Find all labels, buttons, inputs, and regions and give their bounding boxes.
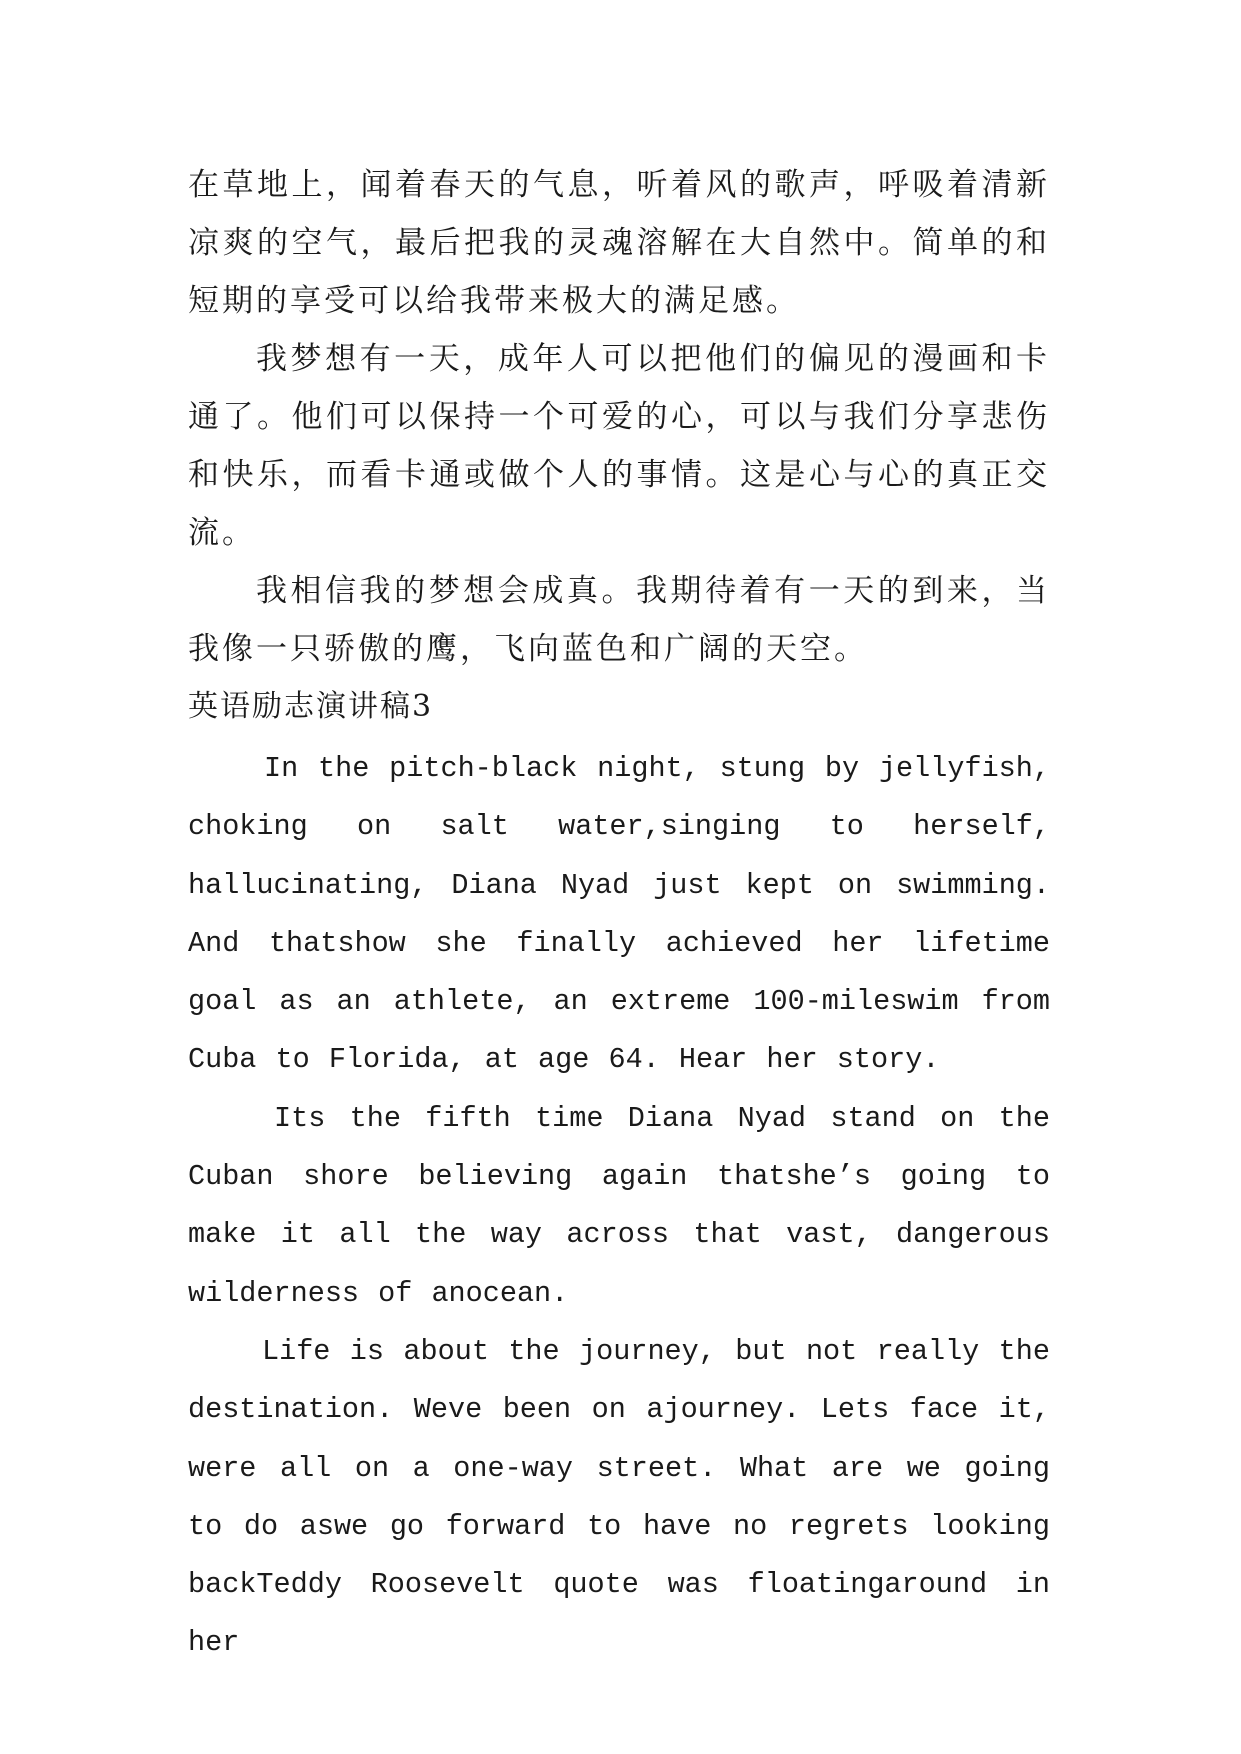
- document-body: [188, 156, 1050, 1673]
- paragraph-dream-come-true: 我相信我的梦想会成真。我期待着有一天的到来，当我像一只骄傲的鹰，飞向蓝色和广阔的天空。: [188, 573, 1050, 667]
- section-heading: 英语励志演讲稿3: [188, 689, 434, 724]
- english-paragraph-night-swim: In the pitch-black night, stung by jellyfish, choking on salt water,singing to herself, hallucinating, Diana Nyad just kept on swimming. And thatshow she finally achieved her lifetime goal as an athlete, an extreme 100-mileswim from Cuba to Florida, at age 64. Hear her story.: [188, 752, 1050, 1077]
- paragraph-dream-adults: 我梦想有一天，成年人可以把他们的偏见的漫画和卡通了。他们可以保持一个可爱的心，可以与我们分享悲伤和快乐，而看卡通或做个人的事情。这是心与心的真正交流。: [188, 341, 1050, 551]
- english-paragraph-journey: Life is about the journey, but not really the destination. Weve been on ajourney. Lets face it, were all on a one-way street. What are we going to do aswe go forward to have no regrets looking backTeddy Roosevelt quote was floatingaround in her: [188, 1334, 1050, 1660]
- english-paragraph-fifth-time: Its the fifth time Diana Nyad stand on the Cuban shore believing again thatshe’s going to make it all the way across that vast, dangerous wilderness of anocean.: [188, 1101, 1050, 1310]
- paragraph-continuation: 在草地上，闻着春天的气息，听着风的歌声，呼吸着清新凉爽的空气，最后把我的灵魂溶解在大自然中。简单的和短期的享受可以给我带来极大的满足感。: [188, 167, 1050, 319]
